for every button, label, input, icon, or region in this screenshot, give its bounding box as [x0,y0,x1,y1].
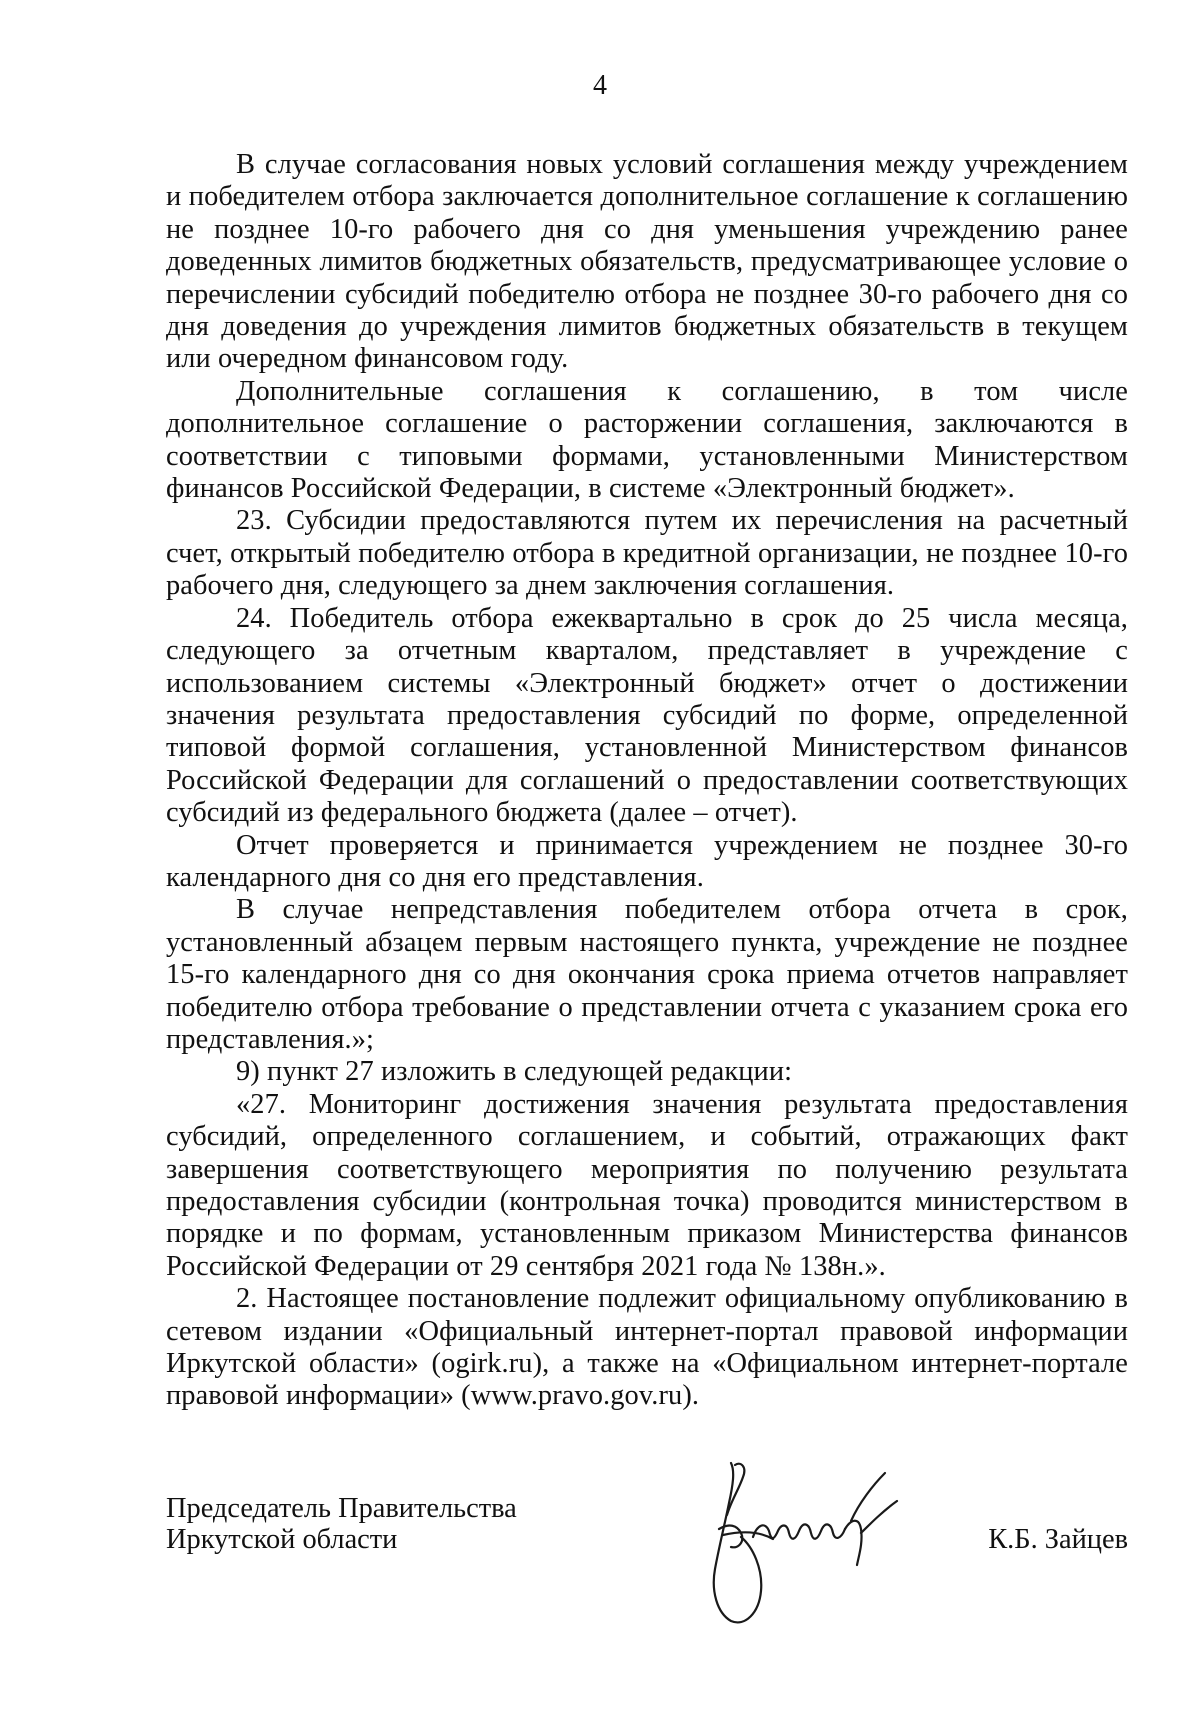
paragraph: 2. Настоящее постановление подлежит официальному опубликованию в сетевом издании «Официальный интернет-портал правовой информации Иркутской области» (ogirk.ru), а также на «Официальном интернет-портале правовой информации» (www.pravo.gov.ru). [166,1283,1128,1412]
signatory-position-line: Председатель Правительства [166,1493,517,1524]
document-body [166,149,1128,1413]
paragraph: В случае согласования новых условий соглашения между учреждением и победителем отбора заключается дополнительное соглашение к соглашению не позднее 10-го рабочего дня со дня уменьшения учреждению ранее доведенных лимитов бюджетных обязательств, предусматривающее условие о перечислении субсидий победителю отбора не позднее 30-го рабочего дня со дня доведения до учреждения лимитов бюджетных обязательств в текущем или очередном финансовом году. [166,149,1128,375]
paragraph: Дополнительные соглашения к соглашению, в том числе дополнительное соглашение о расторжении соглашения, заключаются в соответствии с типовыми формами, установленными Министерством финансов Российской Федерации, в системе «Электронный бюджет». [166,375,1128,505]
paragraph: В случае непредставления победителем отбора отчета в срок, установленный абзацем первым настоящего пункта, учреждение не позднее 15-го календарного дня со дня окончания срока приема отчетов направляет победителю отбора требование о представлении отчета с указанием срока его представления.»; [166,894,1128,1055]
signatory-position [166,1493,517,1555]
signatory-name: К.Б. Зайцев [988,1524,1128,1555]
paragraph: 23. Субсидии предоставляются путем их перечисления на расчетный счет, открытый победителю отбора в кредитной организации, не позднее 10-го рабочего дня, следующего за днем заключения соглашения. [166,505,1128,602]
paragraph: Отчет проверяется и принимается учреждением не позднее 30-го календарного дня со дня его представления. [166,829,1128,893]
page-number: 4 [593,70,607,101]
paragraph: 9) пункт 27 изложить в следующей редакции: [236,1056,793,1088]
signatory-position-line: Иркутской области [166,1524,398,1555]
signature-block [166,1493,1128,1683]
handwritten-signature [701,1451,921,1631]
paragraph: «27. Мониторинг достижения значения результата предоставления субсидий, определенного соглашением, и событий, отражающих факт завершения соответствующего мероприятия по получению результата предоставления субсидии (контрольная точка) проводится министерством в порядке и по формам, установленным приказом Министерства финансов Российской Федерации от 29 сентября 2021 года № 138н.». [166,1088,1128,1282]
paragraph: 24. Победитель отбора ежеквартально в срок до 25 числа месяца, следующего за отчетным кварталом, представляет в учреждение с использованием системы «Электронный бюджет» отчет о достижении значения результата предоставления субсидий по форме, определенной типовой формой соглашения, установленной Министерством финансов Российской Федерации для соглашений о предоставлении соответствующих субсидий из федерального бюджета (далее – отчет). [166,602,1128,829]
